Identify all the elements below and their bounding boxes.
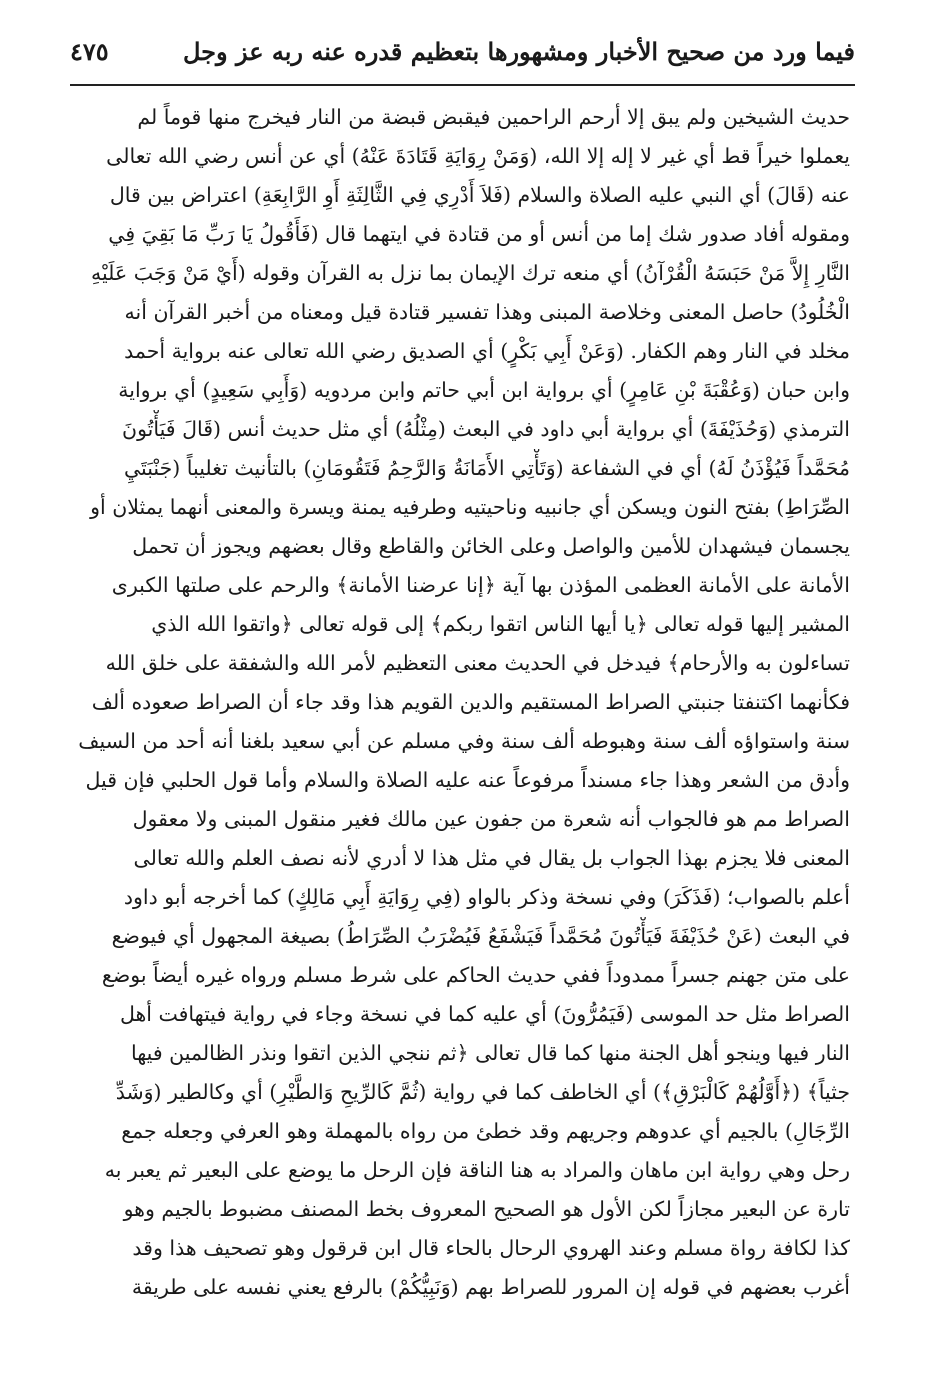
text-line: وأدق من الشعر وهذا جاء مسنداً مرفوعاً عنه عليه الصلاة والسلام وأما قول الحلبي فإن قيل	[85, 768, 850, 792]
text-line: مخلد في النار وهم الكفار. (وَعَنْ أَبِي بَكْرٍ) أي الصديق رضي الله تعالى عنه برواية أحمد	[124, 339, 850, 363]
text-line: على متن جهنم جسراً ممدوداً ففي حديث الحاكم على شرط مسلم ورواه غيره أيضاً بوضع	[101, 963, 850, 987]
text-line: الصراط مثل حد الموسى (فَيَمُرُّونَ) أي عليه كما في نسخة وجاء في رواية فيتهافت أهل	[119, 1002, 850, 1026]
text-line: النَّارِ إِلاَّ مَنْ حَبَسَهُ الْقُرْآنُ) أي منعه ترك الإيمان بما نزل به القرآن وقوله (أَيْ مَنْ وَجَبَ عَلَيْهِ	[90, 261, 850, 285]
text-line: الترمذي (وَحُذَيْفَةَ) أي برواية أبي داود في البعث (مِثْلُهُ) أي مثل حديث أنس (قَالَ فَيَأْتُونَ	[122, 417, 850, 441]
text-line: يعملوا خيراً قط أي غير لا إله إلا الله، (وَمَنْ رِوَايَةِ قَتَادَةَ عَنْهُ) أي عن أنس رضي الله تعالى	[106, 144, 850, 168]
text-line: الرِّجَالِ) بالجيم أي عدوهم وجريهم وقد خطئ من رواه بالمهملة وهو العرفي وجعله جمع	[121, 1119, 850, 1143]
text-line: أعلم بالصواب؛ (فَذَكَرَ) وفي نسخة وذكر بالواو (فِي رِوَايَةِ أَبِي مَالِكٍ) كما أخرجه أبو داود	[123, 885, 850, 909]
page-header	[70, 30, 855, 82]
text-line: الأمانة على الأمانة العظمى المؤذن بها آية ﴿إنا عرضنا الأمانة﴾ والرحم على صلتها الكبرى	[111, 573, 850, 597]
text-line: الْخُلُودُ) حاصل المعنى وخلاصة المبنى وهذا تفسير قتادة قيل ومعناه من أخبر القرآن أنه	[124, 300, 850, 324]
text-line: حديث الشيخين ولم يبق إلا أرحم الراحمين فيقبض قبضة من النار فيخرج منها قوماً لم	[137, 105, 850, 129]
text-line: المعنى فلا يجزم بهذا الجواب بل يقال في مثل هذا لا أدري لأنه نصف العلم والله تعالى	[133, 846, 850, 870]
text-line: النار فيها وينجو أهل الجنة منها كما قال تعالى ﴿ثم ننجي الذين اتقوا ونذر الظالمين فيها	[130, 1041, 850, 1065]
text-line: في البعث (عَنْ حُذَيْفَةَ فَيَأْتُونَ مُحَمَّداً فَيَشْفَعُ فَيُضْرَبُ الصِّرَاطُ) بصيغة المجهول أي فيوضع	[111, 924, 850, 948]
text-line: الصِّرَاطِ) بفتح النون ويسكن أي جانبيه وناحيتيه وطرفيه يمنة ويسرة والمعنى أنهما يمثلان أو	[90, 495, 850, 519]
text-line: جثياً﴾ (﴿أَوَّلُهُمْ كَالْبَرْقِ﴾) أي الخاطف كما في رواية (ثُمَّ كَالرِّيحِ وَالطَّيْرِ) أي وكالطير (وَشَدِّ	[115, 1080, 850, 1104]
body-text	[76, 98, 850, 1307]
text-line: تارة عن البعير مجازاً لكن الأول هو الصحيح المعروف بخط المصنف مضبوط بالجيم وهو	[123, 1197, 850, 1221]
text-line: عنه (قَالَ) أي النبي عليه الصلاة والسلام (فَلاَ أَدْرِي فِي الثَّالِثَةِ أَوِ الرَّابِعَةِ) اعتراض بين قال	[109, 183, 850, 207]
running-title: فيما ورد من صحيح الأخبار ومشهورها بتعظيم قدره عنه ربه عز وجل	[183, 37, 855, 66]
text-line: المشير إليها قوله تعالى ﴿يا أيها الناس اتقوا ربكم﴾ إلى قوله تعالى ﴿واتقوا الله الذي	[151, 612, 850, 636]
text-line: ومقوله أفاد صدور شك إما من أنس أو من قتادة في ايتهما قال (فَأَقُولُ يَا رَبِّ مَا بَقِيَ فِي	[108, 222, 850, 246]
text-line: يجسمان فيشهدان للأمين والواصل وعلى الخائن والقاطع وقال بعضهم ويجوز أن تحمل	[132, 534, 850, 558]
text-line: الصراط مم هو فالجواب أنه شعرة من جفون عين مالك فغير منقول المبنى ولا معقول	[132, 807, 850, 831]
text-line: سنة واستواؤه ألف سنة وهبوطه ألف سنة وفي مسلم عن أبي سعيد بلغنا أنه أحد من السيف	[78, 729, 850, 753]
text-line: كذا لكافة رواة مسلم وعند الهروي الرحال بالحاء قال ابن قرقول وهو تصحيف هذا وقد	[132, 1236, 850, 1260]
header-divider	[70, 84, 855, 86]
text-line: تساءلون به والأرحام﴾ فيدخل في الحديث معنى التعظيم لأمر الله والشفقة على خلق الله	[105, 651, 850, 675]
text-line: فكأنهما اكتنفتا جنبتي الصراط المستقيم والدين القويم هذا وقد جاء أن الصراط صعوده ألف	[91, 690, 850, 714]
text-line: رحل وهي رواية ابن ماهان والمراد به هنا الناقة فإن الرحل ما يوضع على البعير ثم يعبر به	[104, 1158, 850, 1182]
text-line: أغرب بعضهم في قوله إن المرور للصراط بهم (وَنَبِيُّكُمْ) بالرفع يعني نفسه على طريقة	[131, 1275, 850, 1299]
text-line: وابن حبان (وَعُقْبَةَ بْنِ عَامِرٍ) أي برواية ابن أبي حاتم وابن مردويه (وَأَبِي سَعِيدٍ) أي برواية	[118, 378, 850, 402]
page-number: ٤٧٥	[70, 37, 109, 66]
text-line: مُحَمَّداً فَيُؤْذَنُ لَهُ) أي في الشفاعة (وَتَأْتِي الأَمَانَةُ وَالرَّحِمُ فَتَقُومَانِ) بالتأنيث تغليباً (جَنْبَتَيِ	[123, 456, 850, 480]
